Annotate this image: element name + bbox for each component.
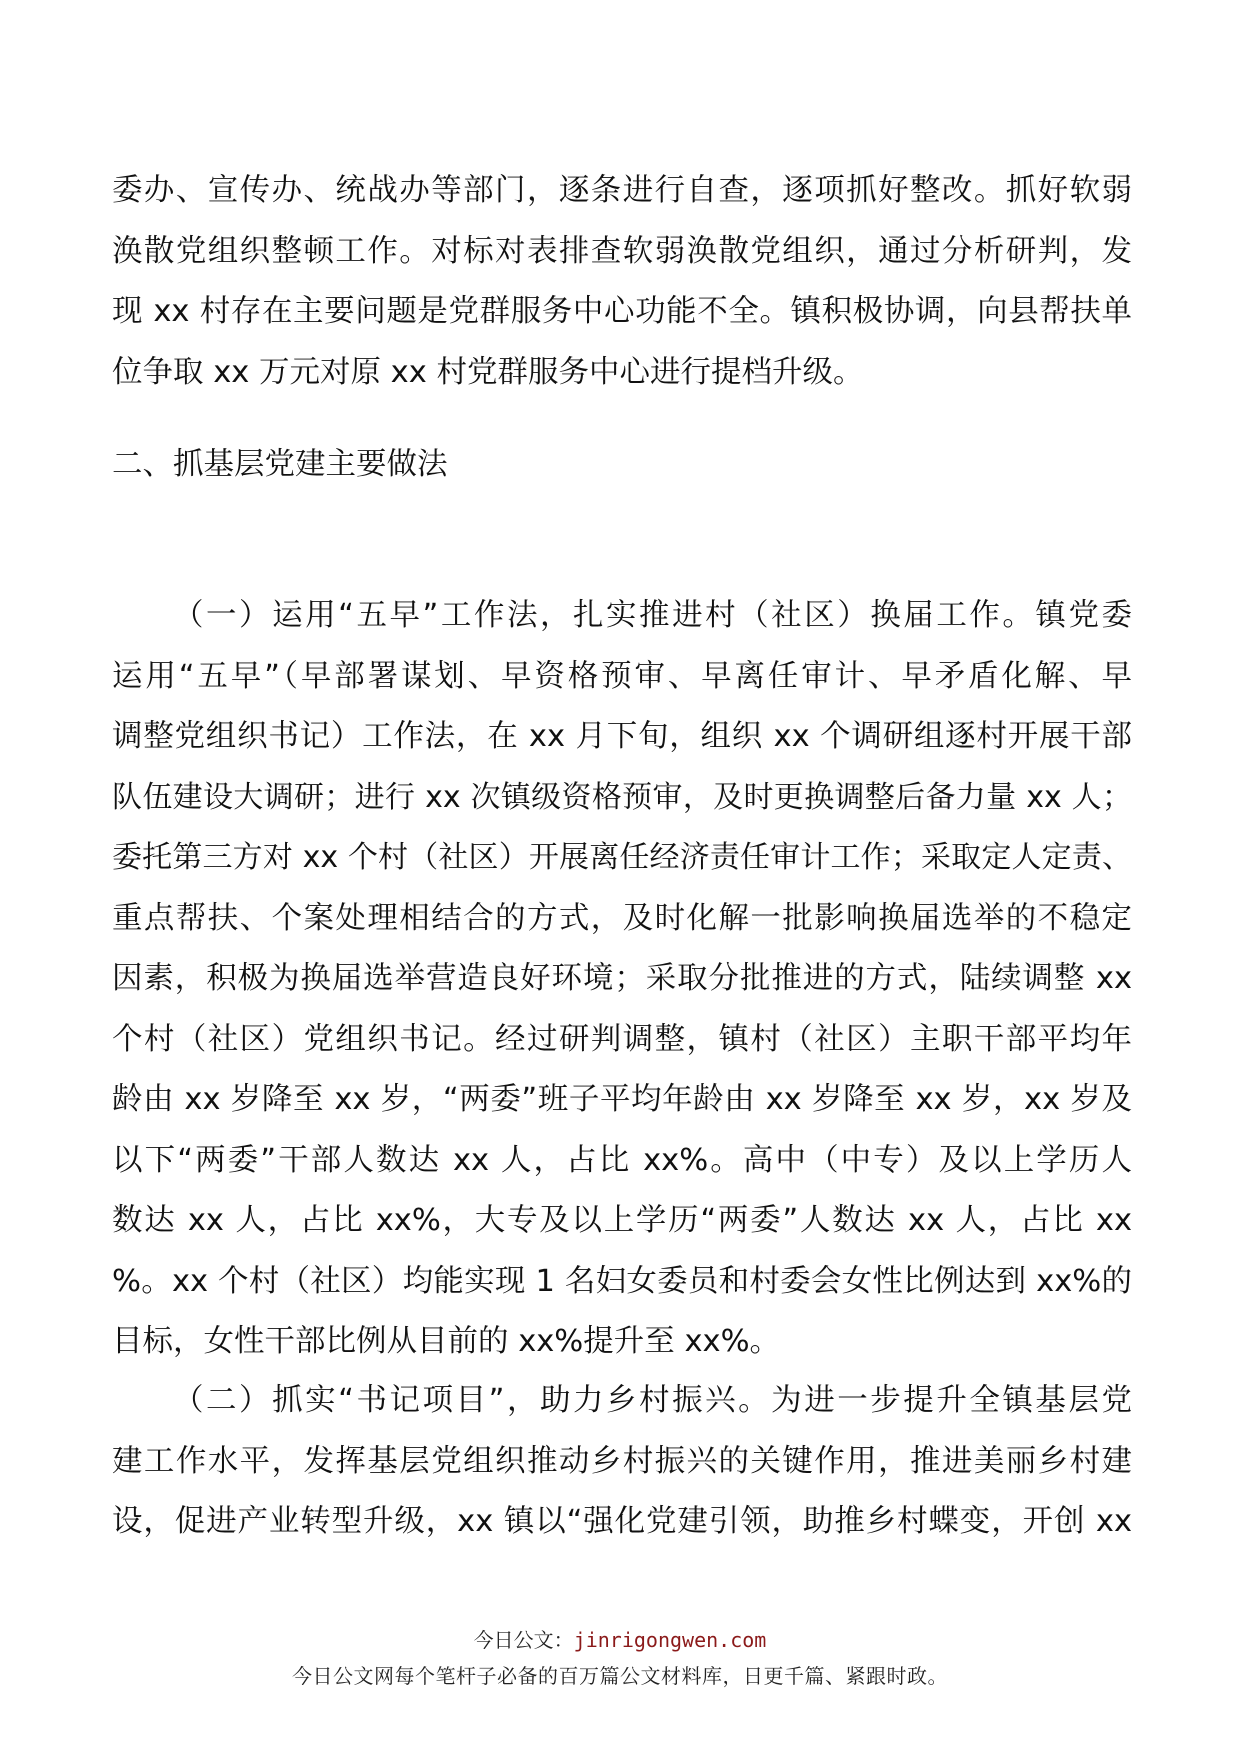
- text-line: 委办、宣传办、统战办等部门，逐条进行自查，逐项抓好整改。抓好软弱: [112, 173, 1132, 208]
- text-line: %。xx 个村（社区）均能实现 1 名妇女委员和村委会女性比例达到 xx%的: [112, 1263, 1132, 1299]
- paragraph-continued: [112, 161, 1132, 403]
- footer-site: [0, 1624, 1240, 1653]
- text-line: 建工作水平，发挥基层党组织推动乡村振兴的关键作用，推进美丽乡村建: [112, 1443, 1132, 1479]
- text-line: 队伍建设大调研；进行 xx 次镇级资格预审，及时更换调整后备力量 xx 人；: [112, 779, 1132, 815]
- footer-site-link[interactable]: jinrigongwen.com: [573, 1628, 767, 1652]
- text-line: 设，促进产业转型升级，xx 镇以“强化党建引领，助推乡村蝶变，开创 xx: [112, 1504, 1132, 1539]
- text-line: 因素，积极为换届选举营造良好环境；采取分批推进的方式，陆续调整 xx: [112, 961, 1132, 996]
- text-line: 以下“两委”干部人数达 xx 人，占比 xx%。高中（中专）及以上学历人: [112, 1142, 1132, 1178]
- paragraph-election-work: [112, 586, 1132, 1373]
- text-line: 龄由 xx 岁降至 xx 岁，“两委”班子平均年龄由 xx 岁降至 xx 岁，xx 岁及: [112, 1082, 1132, 1117]
- text-line: （二）抓实“书记项目”，助力乡村振兴。为进一步提升全镇基层党: [173, 1383, 1132, 1418]
- text-line: 涣散党组织整顿工作。对标对表排查软弱涣散党组织，通过分析研判，发: [112, 233, 1132, 269]
- text-line: 重点帮扶、个案处理相结合的方式，及时化解一批影响换届选举的不稳定: [112, 900, 1132, 936]
- section-heading: 二、抓基层党建主要做法: [112, 447, 448, 482]
- text-line: 调整党组织书记）工作法，在 xx 月下旬，组织 xx 个调研组逐村开展干部: [112, 719, 1132, 754]
- text-line: 数达 xx 人，占比 xx%，大专及以上学历“两委”人数达 xx 人，占比 xx: [112, 1203, 1132, 1238]
- text-line: 位争取 xx 万元对原 xx 村党群服务中心进行提档升级。: [112, 354, 864, 390]
- text-line: 委托第三方对 xx 个村（社区）开展离任经济责任审计工作；采取定人定责、: [112, 840, 1132, 875]
- footer-site-label: 今日公文：: [473, 1628, 574, 1652]
- footer-slogan: 今日公文网每个笔杆子必备的百万篇公文材料库，日更千篇、紧跟时政。: [292, 1664, 948, 1688]
- paragraph-secretary-project: [112, 1371, 1132, 1553]
- text-line: 个村（社区）党组织书记。经过研判调整，镇村（社区）主职干部平均年: [112, 1021, 1132, 1057]
- text-line: 现 xx 村存在主要问题是党群服务中心功能不全。镇积极协调，向县帮扶单: [112, 294, 1132, 329]
- text-line: 目标，女性干部比例从目前的 xx%提升至 xx%。: [112, 1324, 781, 1359]
- text-line: （一）运用“五早”工作法，扎实推进村（社区）换届工作。镇党委: [173, 598, 1132, 633]
- text-line: 运用“五早”（早部署谋划、早资格预审、早离任审计、早矛盾化解、早: [112, 658, 1132, 694]
